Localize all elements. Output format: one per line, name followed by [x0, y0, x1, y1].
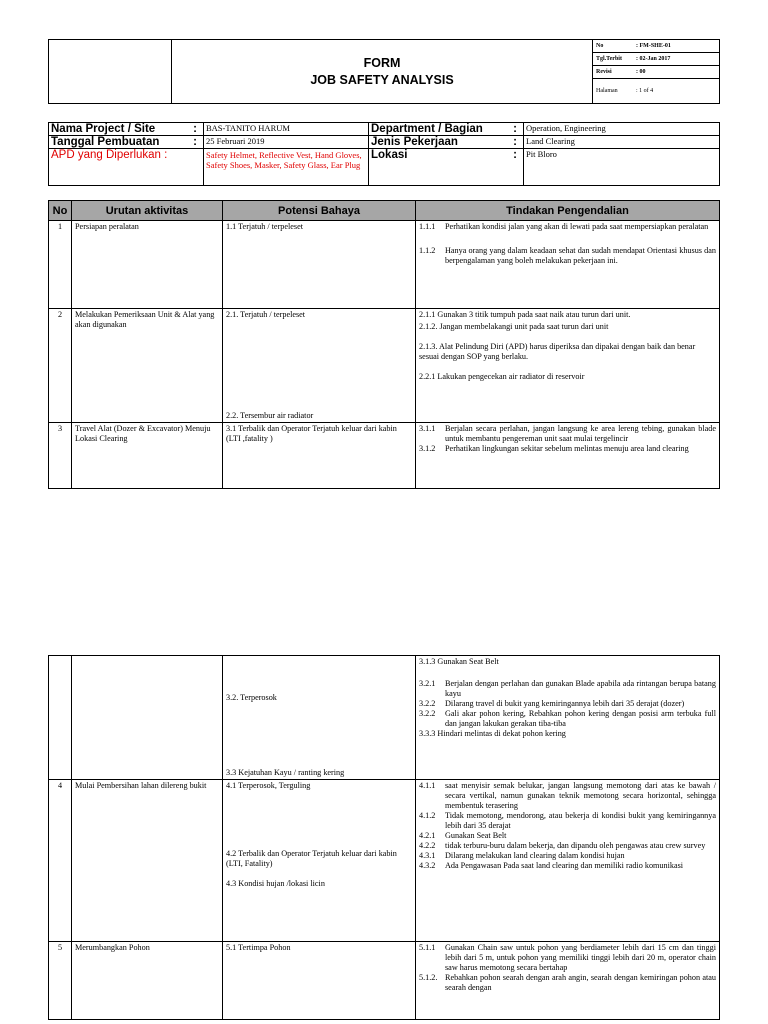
- row-hazard: 3.2. Terperosok 3.3 Kejatuhan Kayu / ranting kering: [223, 656, 416, 780]
- date-label: Tanggal Pembuatan :: [49, 136, 204, 149]
- header-activity: Urutan aktivitas: [72, 201, 223, 221]
- project-value: BAS-TANITO HARUM: [204, 123, 369, 136]
- form-title: [172, 40, 593, 104]
- location-label: Lokasi :: [369, 149, 524, 186]
- header-no: No: [49, 201, 72, 221]
- table-row: [49, 942, 720, 1020]
- jsa-table-2: [48, 655, 720, 1020]
- row-controls: [416, 423, 720, 489]
- row-hazard: 5.1 Tertimpa Pohon: [223, 942, 416, 1020]
- control-item: 4.1.2 Tidak memotong, mendorong, atau bekerja di kondisi bukit yang kemiringannya lebih dari 35 derajat: [419, 811, 716, 830]
- row-activity: Persiapan peralatan: [72, 221, 223, 309]
- row-no: 3: [49, 423, 72, 489]
- control-item: 1.1.1 Perhatikan kondisi jalan yang akan di lewati pada saat mempersiapkan peralatan: [419, 222, 709, 231]
- location-value: Pit Bloro: [524, 149, 720, 186]
- row-controls: [416, 221, 720, 309]
- table-row: [49, 656, 720, 780]
- table-header-row: [49, 201, 720, 221]
- row-hazard: 1.1 Terjatuh / terpeleset: [223, 221, 416, 309]
- control-item: 4.1.1 saat menyisir semak belukar, jangan langsung memotong dari atas ke bawah / secara vertikal, namun gunakan teknik memotong secara horizontal, sehingga membentuk terasering: [419, 781, 716, 810]
- meta-row: No : FM-SHE-01: [593, 40, 719, 53]
- row-no: 1: [49, 221, 72, 309]
- header-hazard: Potensi Bahaya: [223, 201, 416, 221]
- control-item: 3.1.3 Gunakan Seat Belt: [419, 657, 499, 666]
- row-activity: Travel Alat (Dozer & Excavator) Menuju Lokasi Clearing: [72, 423, 223, 489]
- logo-cell: [49, 40, 172, 104]
- table-row: [49, 309, 720, 423]
- row-no: [49, 656, 72, 780]
- header-control: Tindakan Pengendalian: [416, 201, 720, 221]
- control-item: 3.1.2 Perhatikan lingkungan sekitar sebelum melintas menuju area land clearing: [419, 444, 689, 453]
- control-item: 2.1.2. Jangan membelakangi unit pada saat turun dari unit: [419, 322, 609, 331]
- control-item: 5.1.2. Rebahkan pohon searah dengan arah angin, searah dengan kemiringan pohon atau searah dengan: [419, 973, 716, 992]
- department-label: Department / Bagian :: [369, 123, 524, 136]
- jsa-table-1: [48, 200, 720, 489]
- form-title-line2: JOB SAFETY ANALYSIS: [310, 72, 454, 87]
- apd-label: APD yang Diperlukan :: [49, 149, 204, 186]
- row-activity: Merumbangkan Pohon: [72, 942, 223, 1020]
- project-info: [48, 122, 720, 186]
- control-item: 3.2.2 Dilarang travel di bukit yang kemiringannya lebih dari 35 derajat (dozer): [419, 699, 685, 708]
- table-row: [49, 423, 720, 489]
- row-activity: Melakukan Pemeriksaan Unit & Alat yang akan digunakan: [72, 309, 223, 423]
- row-hazard: 3.1 Terbalik dan Operator Terjatuh keluar dari kabin (LTI ,fatality ): [223, 423, 416, 489]
- control-item: 1.1.2 Hanya orang yang dalam keadaan sehat dan sudah mendapat Orientasi khusus dan berpengalaman yang boleh melakukan pekerjaan ini.: [419, 246, 716, 265]
- form-header: [48, 39, 720, 104]
- department-value: Operation, Engineering: [524, 123, 720, 136]
- control-item: 3.2.1 Berjalan dengan perlahan dan gunakan Blade apabila ada rintangan berupa batang kayu: [419, 679, 716, 698]
- row-controls: [416, 942, 720, 1020]
- row-hazard: 4.1 Terperosok, Terguling 4.2 Terbalik dan Operator Terjatuh keluar dari kabin (LTI, Fatality) 4.3 Kondisi hujan /lokasi licin: [223, 780, 416, 942]
- control-item: 2.1.3. Alat Pelindung Diri (APD) harus diperiksa dan dipakai dengan baik dan benar sesuai dengan SOP yang berlaku.: [419, 342, 696, 361]
- row-activity: [72, 656, 223, 780]
- meta-row: Tgl.Terbit : 02-Jan 2017: [593, 53, 719, 66]
- meta-row: Revisi : 00: [593, 66, 719, 79]
- table-row: [49, 780, 720, 942]
- control-item: 4.2.2 tidak terburu-buru dalam bekerja, dan dipandu oleh pengawas atau crew survey: [419, 841, 706, 850]
- table-row: [49, 221, 720, 309]
- control-item: 3.3.3 Hindari melintas di dekat pohon kering: [419, 729, 566, 738]
- control-item: 2.2.1 Lakukan pengecekan air radiator di reservoir: [419, 372, 585, 381]
- project-label: Nama Project / Site :: [49, 123, 204, 136]
- row-no: 5: [49, 942, 72, 1020]
- document-meta: [593, 40, 720, 104]
- job-label: Jenis Pekerjaan :: [369, 136, 524, 149]
- row-activity: Mulai Pembersihan lahan dilereng bukit: [72, 780, 223, 942]
- control-item: 3.1.1 Berjalan secara perlahan, jangan langsung ke area lereng tebing, gunakan blade untuk membantu pengereman unit saat mulai tergelincir: [419, 424, 716, 443]
- row-controls: [416, 309, 720, 423]
- row-hazard: 2.1. Terjatuh / terpeleset 2.2. Tersembur air radiator: [223, 309, 416, 423]
- meta-row: Halaman : 1 of 4: [596, 88, 654, 94]
- form-title-line1: FORM: [363, 55, 401, 70]
- row-controls: [416, 656, 720, 780]
- row-controls: [416, 780, 720, 942]
- control-item: 5.1.1 Gunakan Chain saw untuk pohon yang berdiameter lebih dari 15 cm dan tinggi lebih dari 5 m, untuk pohon yang memiliki tinggi lebih dari 20 m, operator chain saw harus memotong secara bertahap: [419, 943, 716, 972]
- control-item: 2.1.1 Gunakan 3 titik tumpuh pada saat naik atau turun dari unit.: [419, 310, 631, 319]
- date-value: 25 Februari 2019: [204, 136, 369, 149]
- control-item: 4.2.1 Gunakan Seat Belt: [419, 831, 507, 840]
- control-item: 3.2.2 Gali akar pohon kering, Rebahkan pohon kering dengan posisi arm terbuka full dan jangan lakukan gerakan tiba-tiba: [419, 709, 716, 728]
- control-item: 4.3.1 Dilarang melakukan land clearing dalam kondisi hujan: [419, 851, 625, 860]
- apd-value: Safety Helmet, Reflective Vest, Hand Gloves, Safety Shoes, Masker, Safety Glass, Ear Plug: [204, 149, 369, 186]
- row-no: 4: [49, 780, 72, 942]
- row-no: 2: [49, 309, 72, 423]
- control-item: 4.3.2 Ada Pengawasan Pada saat land clearing dan memiliki radio komunikasi: [419, 861, 684, 870]
- job-value: Land Clearing: [524, 136, 720, 149]
